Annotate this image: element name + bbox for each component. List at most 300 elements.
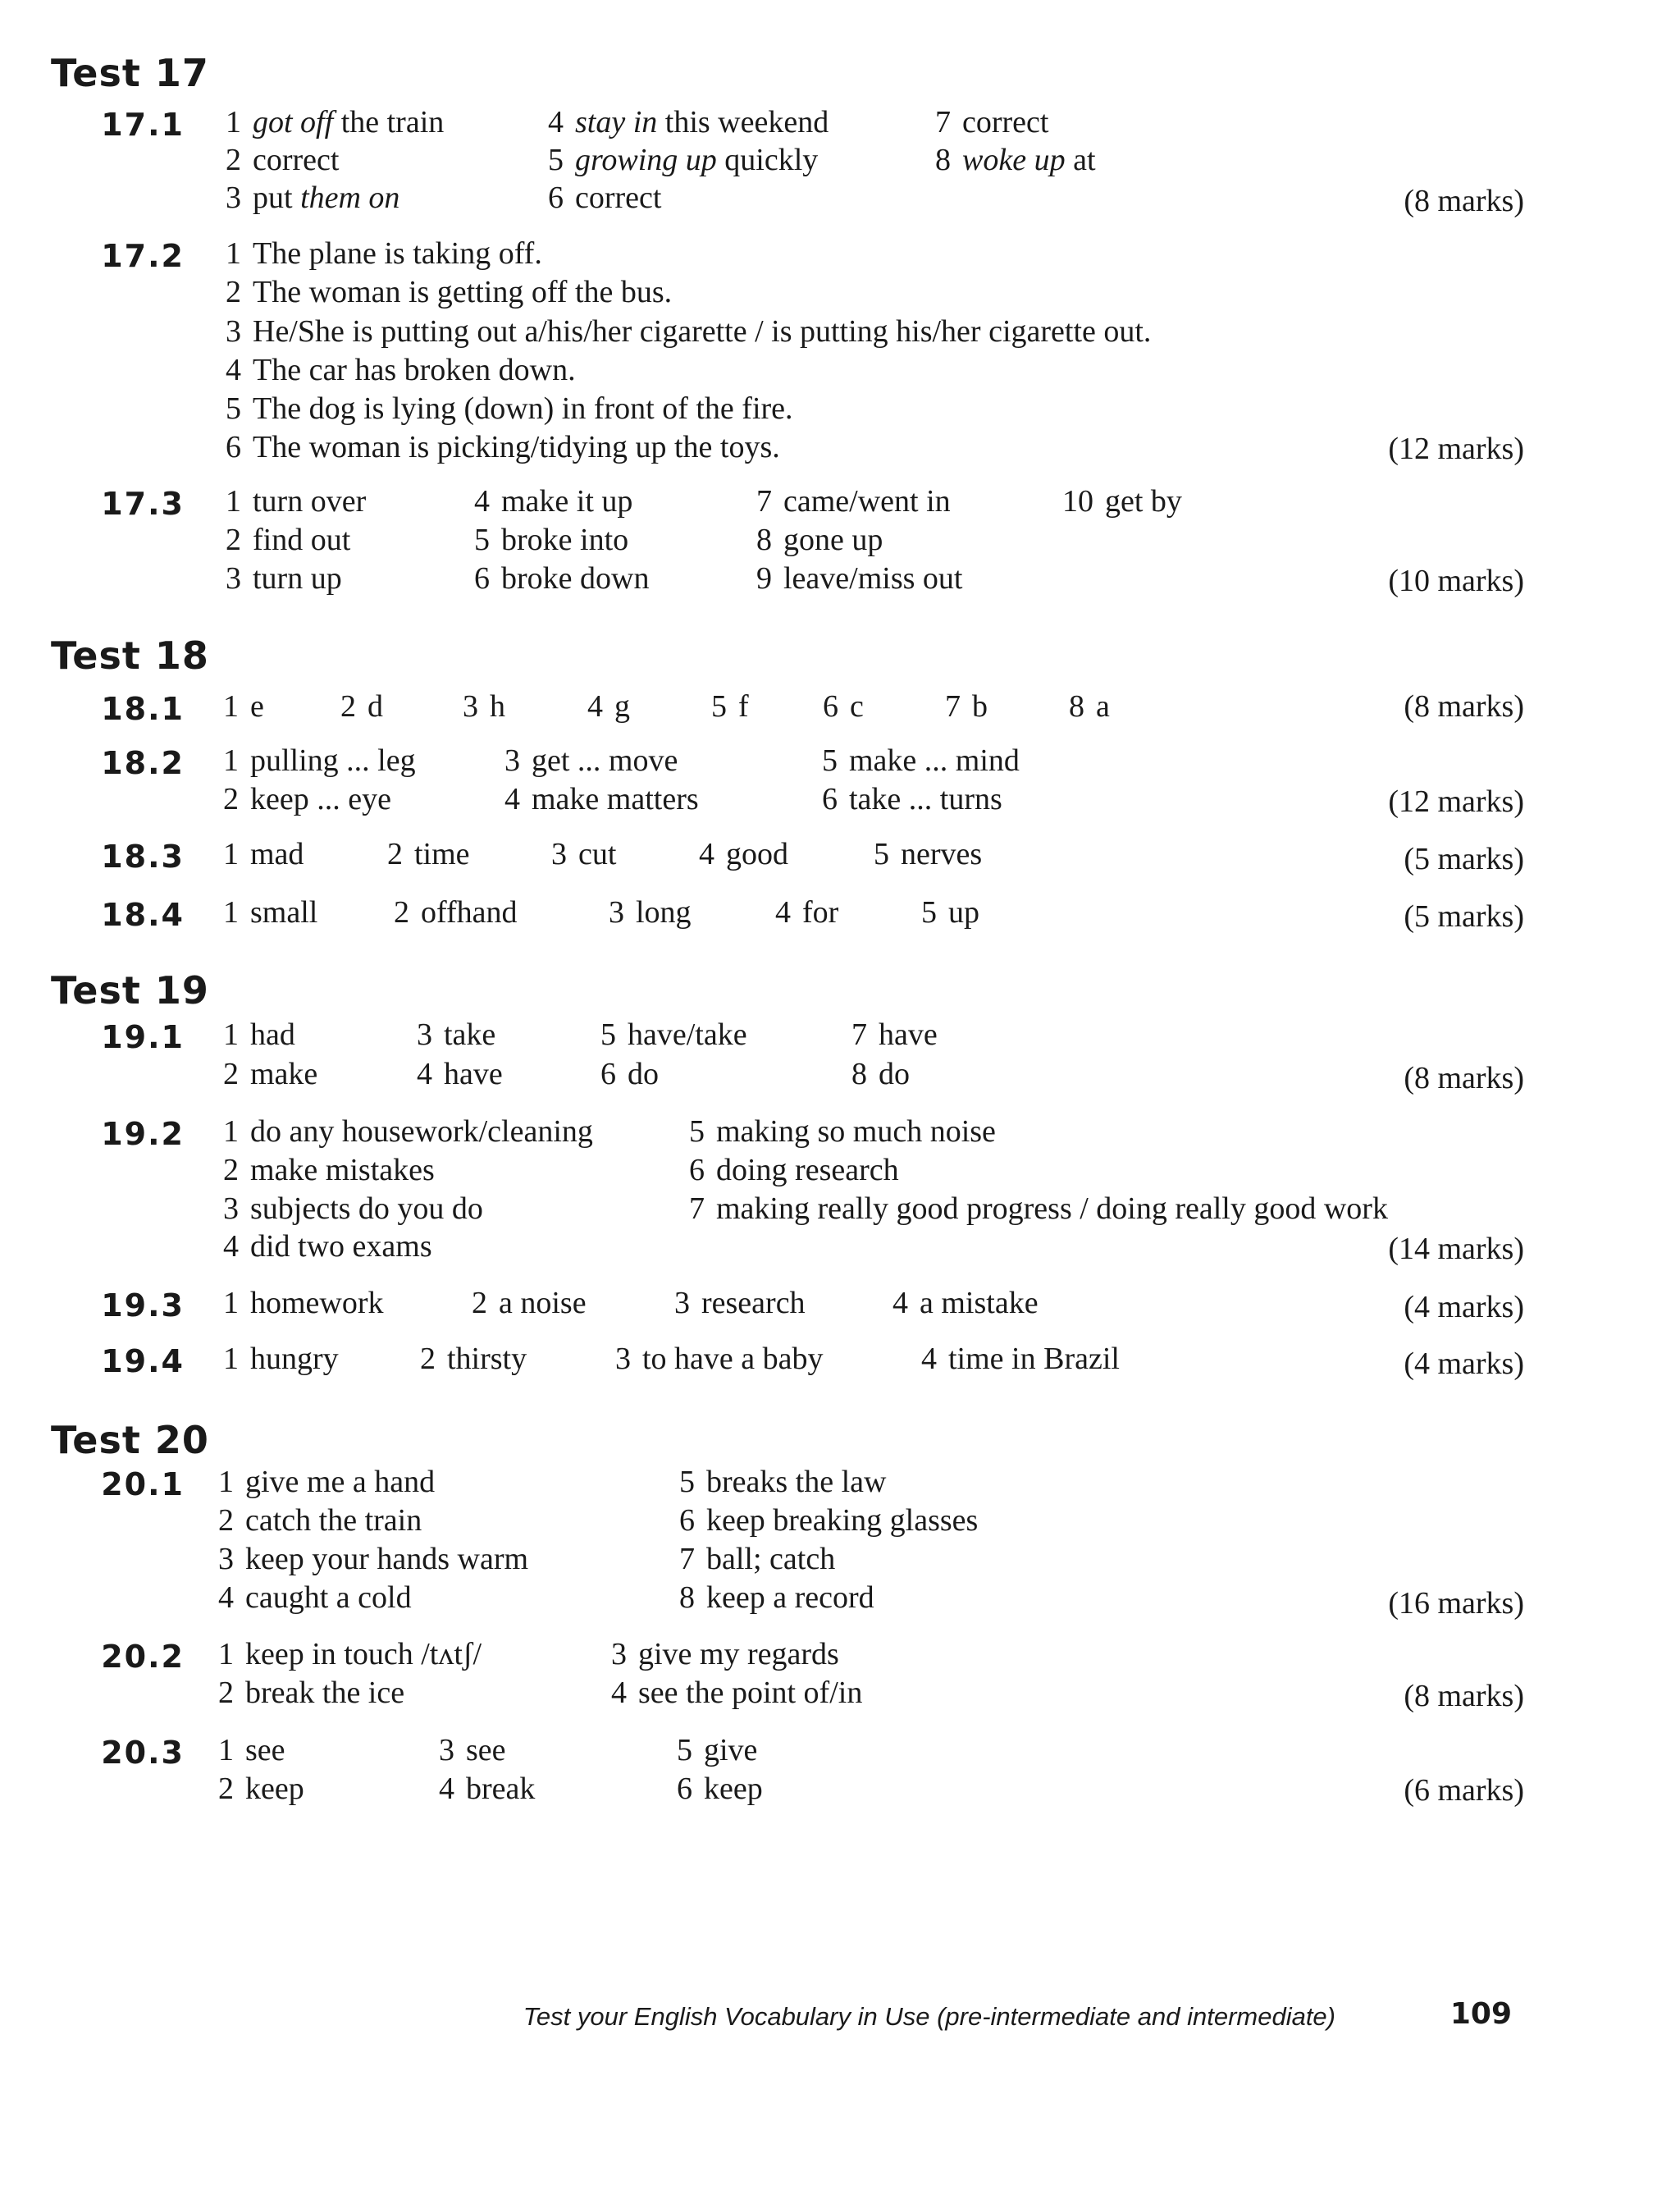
exercise-19-4-marks: (4 marks): [1404, 1346, 1524, 1381]
answer-item: [756, 486, 951, 517]
answer-item: [611, 1677, 862, 1708]
answer-number: 3: [609, 895, 624, 930]
answer-text: doing research: [716, 1153, 899, 1187]
answer-item: [223, 784, 391, 815]
answer-item: [226, 277, 672, 308]
answer-text: make it up: [501, 484, 633, 519]
answer-number: 8: [756, 523, 772, 557]
answer-number: 4: [226, 353, 241, 387]
answer-item: [851, 1019, 938, 1050]
answer-item: [226, 354, 576, 386]
answer-text: make matters: [532, 782, 699, 816]
answer-text: cut: [578, 837, 617, 871]
answer-number: 1: [223, 895, 239, 930]
answer-number: 6: [679, 1503, 695, 1538]
answer-number: 2: [218, 1503, 234, 1538]
answer-number: 4: [921, 1342, 937, 1376]
answer-number: 2: [223, 1153, 239, 1187]
test-19-heading: Test 19: [51, 968, 209, 1013]
answer-item: [711, 691, 749, 722]
answer-text: The dog is lying (down) in front of the fire.: [253, 391, 793, 426]
answer-text: The plane is taking off.: [253, 236, 542, 271]
exercise-17-1-marks: (8 marks): [1404, 184, 1524, 218]
answer-text: d: [368, 689, 383, 724]
exercise-19-3-label: 19.3: [101, 1287, 185, 1324]
answer-item: [223, 1116, 593, 1147]
answer-number: 1: [226, 236, 241, 271]
answer-item: [756, 563, 962, 594]
answer-item: [218, 1582, 412, 1613]
answer-number: 3: [439, 1733, 454, 1767]
answer-item: [218, 1543, 528, 1575]
answer-text: turn over: [253, 484, 367, 519]
answer-item: [226, 144, 339, 176]
answer-text: give my regards: [638, 1637, 839, 1671]
answer-number: 4: [699, 837, 714, 871]
answer-number: 5: [874, 837, 889, 871]
answer-text: make mistakes: [250, 1153, 435, 1187]
exercise-19-1-label: 19.1: [101, 1019, 185, 1055]
answer-text: find out: [253, 523, 351, 557]
answer-item: [775, 897, 838, 928]
answer-number: 1: [218, 1637, 234, 1671]
answer-text: put: [253, 181, 301, 215]
answer-text: c: [850, 689, 864, 724]
answer-text: for: [802, 895, 839, 930]
exercise-18-4-label: 18.4: [101, 897, 185, 933]
answer-text: making so much noise: [716, 1114, 996, 1149]
answer-item: [223, 1287, 384, 1319]
answer-text: keep: [704, 1772, 763, 1806]
answer-number: 5: [548, 143, 564, 177]
answer-item: [226, 486, 366, 517]
answer-item: [609, 897, 692, 928]
answer-text: a: [1096, 689, 1110, 724]
answer-text: see: [245, 1733, 285, 1767]
answer-item: [223, 1343, 339, 1374]
answer-number: 1: [218, 1733, 234, 1767]
answer-item: [674, 1287, 806, 1319]
exercise-18-3-marks: (5 marks): [1404, 842, 1524, 876]
exercise-18-1-label: 18.1: [101, 691, 185, 727]
answer-item: [548, 182, 661, 213]
answer-text: keep your hands warm: [245, 1542, 529, 1576]
answer-item: [504, 784, 699, 815]
answer-text: breaks the law: [706, 1465, 887, 1499]
answer-number: 6: [600, 1057, 616, 1091]
answer-number: 2: [223, 782, 239, 816]
answer-text: nerves: [901, 837, 983, 871]
test-17-heading: Test 17: [51, 51, 209, 95]
answer-item: [600, 1058, 659, 1090]
exercise-18-1-marks: (8 marks): [1404, 689, 1524, 724]
answer-text: the train: [333, 105, 445, 139]
answer-text: do any housework/cleaning: [250, 1114, 593, 1149]
answer-number: 4: [223, 1229, 239, 1264]
answer-item: [226, 563, 342, 594]
answer-item: [226, 107, 444, 138]
answer-item: [226, 393, 793, 424]
answer-text: keep a record: [706, 1580, 874, 1615]
answer-number: 5: [822, 743, 838, 778]
answer-text: had: [250, 1017, 295, 1052]
exercise-17-1-label: 17.1: [101, 107, 185, 143]
answer-text: thirsty: [447, 1342, 527, 1376]
exercise-18-3-label: 18.3: [101, 839, 185, 875]
footer-book-title: Test your English Vocabulary in Use (pre-intermediate and intermediate): [523, 2002, 1335, 2031]
answer-item: [892, 1287, 1039, 1319]
answer-item: [822, 745, 1020, 776]
answer-text: did two exams: [250, 1229, 432, 1264]
answer-number: 7: [935, 105, 951, 139]
answer-text: offhand: [421, 895, 518, 930]
answer-item: [223, 897, 317, 928]
answer-item: [218, 1505, 422, 1536]
answer-item: [226, 238, 542, 269]
answer-number: 4: [218, 1580, 234, 1615]
answer-text: give: [704, 1733, 758, 1767]
answer-text: keep in touch /tʌtʃ/: [245, 1637, 482, 1671]
answer-text: g: [614, 689, 630, 724]
answer-number: 2: [218, 1772, 234, 1806]
exercise-18-2-marks: (12 marks): [1388, 784, 1524, 819]
answer-item: [474, 486, 632, 517]
answer-item: [611, 1639, 839, 1670]
answer-number: 1: [223, 1286, 239, 1320]
exercise-19-1-marks: (8 marks): [1404, 1061, 1524, 1095]
answer-item: [223, 1193, 483, 1224]
answer-item: [439, 1735, 506, 1766]
exercise-20-3-marks: (6 marks): [1404, 1773, 1524, 1808]
answer-text: turn up: [253, 561, 342, 596]
answer-item: [756, 524, 883, 556]
answer-item: [600, 1019, 747, 1050]
answer-text: broke into: [501, 523, 629, 557]
answer-text: got off: [253, 105, 334, 139]
answer-text: long: [636, 895, 692, 930]
answer-text: take ... turns: [849, 782, 1002, 816]
answer-number: 2: [340, 689, 356, 724]
answer-text: growing up: [575, 143, 717, 177]
answer-text: do: [879, 1057, 910, 1091]
answer-item: [218, 1677, 404, 1708]
exercise-19-4-label: 19.4: [101, 1343, 185, 1379]
answer-number: 3: [504, 743, 520, 778]
answer-number: 9: [756, 561, 772, 596]
answer-text: b: [972, 689, 988, 724]
answer-text: subjects do you do: [250, 1191, 483, 1226]
answer-text: a noise: [499, 1286, 587, 1320]
answer-item: [1069, 691, 1110, 722]
answer-number: 2: [420, 1342, 436, 1376]
answer-number: 6: [689, 1153, 705, 1187]
answer-item: [223, 1058, 317, 1090]
answer-item: [223, 691, 264, 722]
answer-text: a mistake: [920, 1286, 1039, 1320]
answer-item: [851, 1058, 910, 1090]
exercise-20-2-marks: (8 marks): [1404, 1679, 1524, 1713]
answer-text: correct: [962, 105, 1049, 139]
answer-number: 6: [823, 689, 838, 724]
answer-text: came/went in: [783, 484, 951, 519]
answer-text: ball; catch: [706, 1542, 836, 1576]
answer-item: [474, 563, 649, 594]
answer-text: keep breaking glasses: [706, 1503, 979, 1538]
answer-number: 7: [679, 1542, 695, 1576]
answer-number: 7: [851, 1017, 867, 1052]
exercise-17-3-marks: (10 marks): [1388, 564, 1524, 598]
answer-item: [417, 1058, 503, 1090]
exercise-18-4-marks: (5 marks): [1404, 899, 1524, 934]
answer-number: 3: [674, 1286, 690, 1320]
answer-number: 2: [472, 1286, 487, 1320]
page-number: 109: [1449, 1997, 1512, 2031]
exercise-19-2-label: 19.2: [101, 1116, 185, 1152]
answer-text: woke up: [962, 143, 1066, 177]
answer-number: 2: [218, 1676, 234, 1710]
answer-number: 2: [226, 143, 241, 177]
answer-text: caught a cold: [245, 1580, 412, 1615]
answer-item: [689, 1154, 899, 1186]
answer-item: [218, 1466, 435, 1497]
answer-number: 4: [474, 484, 490, 519]
answer-text: up: [948, 895, 979, 930]
answer-number: 6: [677, 1772, 692, 1806]
answer-number: 1: [223, 743, 239, 778]
answer-text: correct: [253, 143, 340, 177]
answer-text: pulling ... leg: [250, 743, 416, 778]
answer-number: 1: [226, 105, 241, 139]
answer-item: [463, 691, 505, 722]
answer-number: 5: [677, 1733, 692, 1767]
answer-item: [921, 1343, 1120, 1374]
answer-text: e: [250, 689, 264, 724]
answer-text: The woman is picking/tidying up the toys.: [253, 430, 780, 464]
exercise-20-1-label: 20.1: [101, 1466, 185, 1502]
answer-text: The woman is getting off the bus.: [253, 275, 673, 309]
answer-item: [223, 1019, 295, 1050]
answer-number: 5: [679, 1465, 695, 1499]
answer-number: 1: [223, 1114, 239, 1149]
answer-number: 1: [223, 689, 239, 724]
answer-item: [472, 1287, 587, 1319]
answer-text: have: [879, 1017, 938, 1052]
answer-number: 7: [945, 689, 961, 724]
answer-item: [223, 1231, 432, 1262]
answer-item: [677, 1773, 763, 1804]
test-20-heading: Test 20: [51, 1418, 209, 1462]
answer-number: 6: [474, 561, 490, 596]
answer-item: [679, 1543, 835, 1575]
answer-text: research: [701, 1286, 806, 1320]
answer-item: [417, 1019, 495, 1050]
answer-text: catch the train: [245, 1503, 422, 1538]
answer-item: [935, 107, 1048, 138]
exercise-17-2-marks: (12 marks): [1388, 432, 1524, 466]
answer-number: 1: [223, 837, 239, 871]
answer-number: 5: [600, 1017, 616, 1052]
answer-number: 8: [1069, 689, 1084, 724]
answer-number: 1: [223, 1017, 239, 1052]
answer-number: 3: [463, 689, 478, 724]
answer-number: 4: [587, 689, 603, 724]
answer-number: 4: [775, 895, 791, 930]
answer-item: [921, 897, 979, 928]
answer-text: keep: [245, 1772, 304, 1806]
answer-item: [945, 691, 988, 722]
answer-item: [689, 1116, 996, 1147]
answer-text: h: [490, 689, 505, 724]
answer-item: [615, 1343, 824, 1374]
answer-text: break: [466, 1772, 536, 1806]
answer-text: quickly: [716, 143, 819, 177]
answer-item: [420, 1343, 527, 1374]
answer-number: 1: [226, 484, 241, 519]
answer-number: 5: [474, 523, 490, 557]
answer-text: get by: [1105, 484, 1182, 519]
answer-text: at: [1065, 143, 1096, 177]
answer-number: 4: [439, 1772, 454, 1806]
answer-number: 3: [551, 837, 567, 871]
answer-number: 5: [921, 895, 937, 930]
answer-text: see: [466, 1733, 506, 1767]
answer-text: homework: [250, 1286, 384, 1320]
answer-text: time: [414, 837, 470, 871]
answer-number: 3: [417, 1017, 432, 1052]
answer-text: break the ice: [245, 1676, 405, 1710]
answer-item: [699, 839, 788, 870]
answer-number: 7: [689, 1191, 705, 1226]
answer-item: [226, 432, 780, 463]
answer-item: [1062, 486, 1182, 517]
answer-item: [223, 839, 304, 870]
answer-text: see the point of/in: [638, 1676, 863, 1710]
answer-number: 2: [394, 895, 409, 930]
answer-text: take: [444, 1017, 496, 1052]
answer-number: 4: [892, 1286, 908, 1320]
answer-item: [823, 691, 864, 722]
test-18-heading: Test 18: [51, 633, 209, 678]
answer-number: 7: [756, 484, 772, 519]
answer-item: [218, 1735, 285, 1766]
answer-number: 8: [935, 143, 951, 177]
answer-text: have: [444, 1057, 503, 1091]
answer-text: broke down: [501, 561, 650, 596]
exercise-19-2-marks: (14 marks): [1388, 1232, 1524, 1266]
answer-number: 1: [223, 1342, 239, 1376]
answer-number: 4: [504, 782, 520, 816]
answer-text: make: [250, 1057, 318, 1091]
answer-item: [394, 897, 518, 928]
answer-text: stay in: [575, 105, 658, 139]
answer-item: [587, 691, 630, 722]
answer-number: 3: [226, 314, 241, 349]
answer-item: [387, 839, 470, 870]
exercise-18-2-label: 18.2: [101, 745, 185, 781]
answer-item: [677, 1735, 757, 1766]
answer-text: f: [738, 689, 749, 724]
answer-number: 2: [226, 275, 241, 309]
answer-number: 5: [689, 1114, 705, 1149]
answer-number: 2: [223, 1057, 239, 1091]
answer-item: [689, 1193, 1388, 1224]
answer-text: good: [726, 837, 788, 871]
answer-item: [504, 745, 678, 776]
answer-number: 4: [548, 105, 564, 139]
answer-number: 8: [851, 1057, 867, 1091]
exercise-20-3-label: 20.3: [101, 1735, 185, 1771]
answer-item: [439, 1773, 535, 1804]
answer-item: [679, 1466, 886, 1497]
answer-text: keep ... eye: [250, 782, 391, 816]
answer-number: 6: [822, 782, 838, 816]
answer-item: [679, 1505, 978, 1536]
answer-text: correct: [575, 181, 662, 215]
answer-number: 8: [679, 1580, 695, 1615]
answer-item: [340, 691, 383, 722]
answer-number: 6: [548, 181, 564, 215]
answer-item: [548, 144, 818, 176]
answer-number: 1: [218, 1465, 234, 1499]
answer-item: [218, 1639, 482, 1670]
answer-item: [226, 316, 1151, 347]
exercise-17-3-label: 17.3: [101, 486, 185, 522]
answer-item: [218, 1773, 304, 1804]
answer-text: making really good progress / doing really good work: [716, 1191, 1388, 1226]
answer-item: [548, 107, 829, 138]
answer-text: gone up: [783, 523, 883, 557]
answer-text: have/take: [628, 1017, 747, 1052]
answer-number: 3: [218, 1542, 234, 1576]
answer-text: small: [250, 895, 318, 930]
exercise-17-2-label: 17.2: [101, 238, 185, 274]
answer-item: [223, 745, 416, 776]
answer-text: do: [628, 1057, 659, 1091]
answer-number: 5: [226, 391, 241, 426]
answer-item: [474, 524, 628, 556]
answer-text: them on: [300, 181, 400, 215]
answer-number: 2: [226, 523, 241, 557]
exercise-19-3-marks: (4 marks): [1404, 1290, 1524, 1324]
answer-text: He/She is putting out a/his/her cigarette / is putting his/her cigarette out.: [253, 314, 1152, 349]
answer-number: 2: [387, 837, 403, 871]
answer-text: to have a baby: [642, 1342, 824, 1376]
exercise-20-2-label: 20.2: [101, 1639, 185, 1675]
answer-text: make ... mind: [849, 743, 1020, 778]
answer-number: 3: [223, 1191, 239, 1226]
answer-number: 3: [615, 1342, 631, 1376]
answer-item: [551, 839, 616, 870]
answer-text: mad: [250, 837, 304, 871]
answer-text: leave/miss out: [783, 561, 963, 596]
answer-item: [822, 784, 1002, 815]
answer-item: [874, 839, 982, 870]
answer-item: [223, 1154, 435, 1186]
answer-text: time in Brazil: [948, 1342, 1120, 1376]
answer-number: 4: [611, 1676, 627, 1710]
answer-item: [226, 524, 350, 556]
answer-text: get ... move: [532, 743, 678, 778]
answer-text: hungry: [250, 1342, 339, 1376]
exercise-20-1-marks: (16 marks): [1388, 1586, 1524, 1621]
answer-item: [679, 1582, 874, 1613]
answer-text: this weekend: [657, 105, 829, 139]
answer-number: 4: [417, 1057, 432, 1091]
answer-item: [935, 144, 1096, 176]
answer-item: [226, 182, 399, 213]
answer-text: give me a hand: [245, 1465, 436, 1499]
answer-number: 10: [1062, 484, 1093, 519]
